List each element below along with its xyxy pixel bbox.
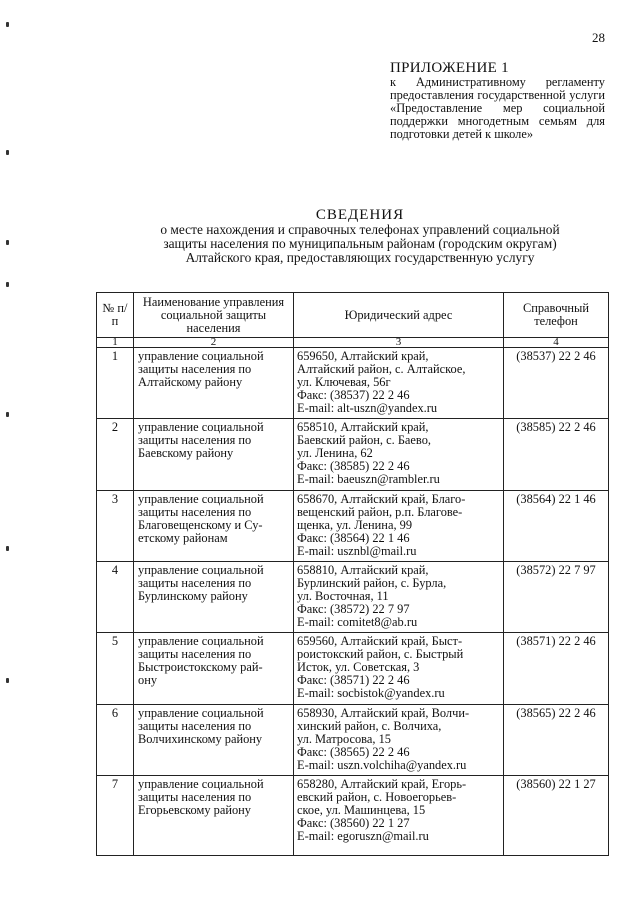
table-header-row (97, 293, 609, 338)
appendix-title: ПРИЛОЖЕНИЕ 1 (390, 60, 509, 76)
table-row (97, 491, 609, 562)
table-row (97, 776, 609, 856)
appendix-subtitle: к Административному регламенту предоставления государственной услуги «Предоставление мер социальной поддержки многодетным семьям для подготовки детей к школе» (390, 75, 605, 141)
table-row (97, 419, 609, 491)
row-number: 1 (97, 348, 134, 419)
header-number: № п/п (97, 293, 134, 338)
margin-mark (6, 240, 9, 245)
office-name: управление социальной защиты населения по Благовещенскому и Су- етскому районам (134, 491, 294, 562)
office-name: управление социальной защиты населения по Бурлинскому району (134, 562, 294, 633)
office-address: 658510, Алтайский край, Баевский район, с. Баево, ул. Ленина, 62 Факс: (38585) 22 2 46 E-mail: baeuszn@rambler.ru (294, 419, 504, 491)
office-phone: (38537) 22 2 46 (504, 348, 609, 419)
office-phone: (38571) 22 2 46 (504, 633, 609, 705)
table-row (97, 633, 609, 705)
office-address: 658930, Алтайский край, Волчи- хинский район, с. Волчиха, ул. Матросова, 15 Факс: (38565) 22 2 46 E-mail: uszn.volchiha@yandex.ru (294, 705, 504, 776)
margin-mark (6, 282, 9, 287)
office-name: управление социальной защиты населения по Егорьевскому району (134, 776, 294, 856)
office-phone: (38560) 22 1 27 (504, 776, 609, 856)
margin-mark (6, 678, 9, 683)
column-number: 2 (134, 338, 294, 348)
office-address: 659650, Алтайский край, Алтайский район, с. Алтайское, ул. Ключевая, 56г Факс: (38537) 22 2 46 E-mail: alt-uszn@yandex.ru (294, 348, 504, 419)
column-number: 1 (97, 338, 134, 348)
office-name: управление социальной защиты населения по Алтайскому району (134, 348, 294, 419)
office-address: 658670, Алтайский край, Благо- вещенский район, р.п. Благове- щенка, ул. Ленина, 99 Факс: (38564) 22 1 46 E-mail: usznbl@mail.ru (294, 491, 504, 562)
office-address: 658810, Алтайский край, Бурлинский район, с. Бурла, ул. Восточная, 11 Факс: (38572) 22 7 97 E-mail: comitet8@ab.ru (294, 562, 504, 633)
offices-table (96, 292, 609, 856)
header-address: Юридический адрес (294, 293, 504, 338)
row-number: 6 (97, 705, 134, 776)
row-number: 2 (97, 419, 134, 491)
office-phone: (38564) 22 1 46 (504, 491, 609, 562)
column-number: 4 (504, 338, 609, 348)
row-number: 5 (97, 633, 134, 705)
margin-mark (6, 150, 9, 155)
office-phone: (38572) 22 7 97 (504, 562, 609, 633)
office-name: управление социальной защиты населения по Волчихинскому району (134, 705, 294, 776)
office-name: управление социальной защиты населения по Баевскому району (134, 419, 294, 491)
document-subheading: о месте нахождения и справочных телефонах управлений социальной защиты населения по муниципальным районам (городским округам) Алтайского края, предоставляющих государственную услугу (160, 222, 560, 265)
row-number: 3 (97, 491, 134, 562)
document-heading: СВЕДЕНИЯ (315, 207, 405, 223)
office-address: 658280, Алтайский край, Егорь- евский район, с. Новоегорьев- ское, ул. Машинцева, 15 Факс: (38560) 22 1 27 E-mail: egoruszn@mail.ru (294, 776, 504, 856)
column-number: 3 (294, 338, 504, 348)
office-phone: (38565) 22 2 46 (504, 705, 609, 776)
header-phone: Справочный телефон (504, 293, 609, 338)
table-row (97, 562, 609, 633)
margin-mark (6, 546, 9, 551)
margin-mark (6, 412, 9, 417)
margin-mark (6, 22, 9, 27)
header-office-name: Наименование управления социальной защиты населения (134, 293, 294, 338)
row-number: 4 (97, 562, 134, 633)
table-row (97, 705, 609, 776)
column-numbers-row (97, 338, 609, 348)
page-number: 28 (592, 30, 605, 45)
office-phone: (38585) 22 2 46 (504, 419, 609, 491)
table-row (97, 348, 609, 419)
office-address: 659560, Алтайский край, Быст- роистокский район, с. Быстрый Исток, ул. Советская, 3 Факс: (38571) 22 2 46 E-mail: socbistok@yandex.ru (294, 633, 504, 705)
row-number: 7 (97, 776, 134, 856)
office-name: управление социальной защиты населения по Быстроистокскому рай- ону (134, 633, 294, 705)
